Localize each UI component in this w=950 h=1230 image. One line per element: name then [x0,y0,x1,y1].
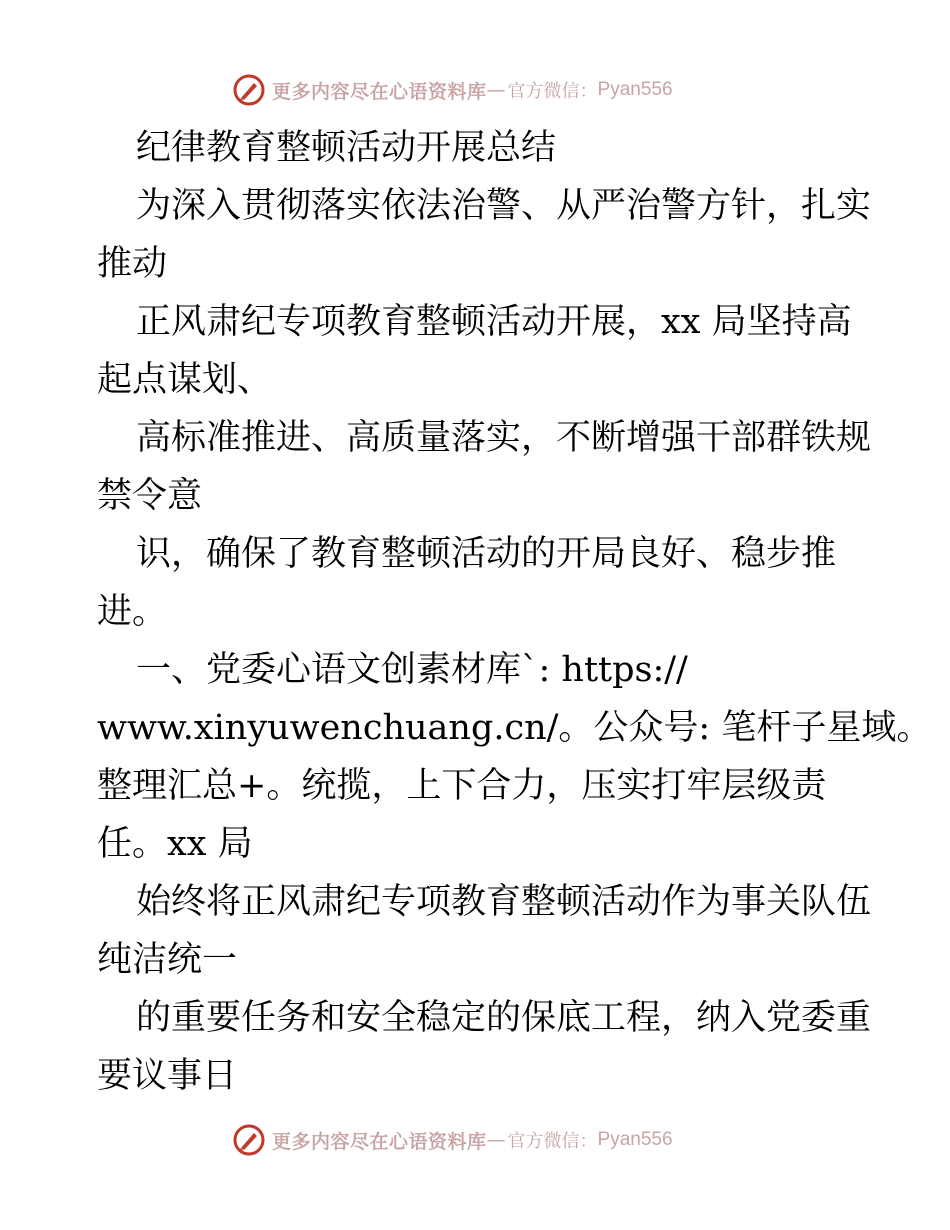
banner-main-text: 更多内容尽在心语资料库 [272,1130,487,1153]
paragraph-line: 识，确保了教育整顿活动的开局良好、稳步推 [136,534,837,574]
banner-separator: — [486,1129,506,1151]
paragraph-line: 纯洁统一 [97,940,238,980]
paragraph-line: www.xinyuwenchuang.cn/。公众号: 笔杆子星域。 [97,708,932,748]
paragraph-line: 起点谋划、 [97,360,273,400]
paragraph-line: 高标准推进、高质量落实，不断增强干部群铁规 [136,418,872,458]
pen-logo-icon [232,1123,266,1157]
footer-banner [232,1122,673,1158]
banner-main-text: 更多内容尽在心语资料库 [272,80,487,103]
paragraph-line: 推动 [97,244,168,284]
doc-title: 纪律教育整顿活动开展总结 [136,128,557,168]
paragraph-line: 正风肃纪专项教育整顿活动开展，xx 局坚持高 [136,302,852,342]
banner-wechat-label: 官方微信： [507,81,598,102]
paragraph-line: 禁令意 [97,476,203,516]
banner-separator: — [486,79,506,101]
section-heading: 一、党委心语文创素材库`: https:// [136,650,688,690]
banner-wechat-id: Pyan556 [597,79,673,100]
paragraph-line: 始终将正风肃纪专项教育整顿活动作为事关队伍 [136,882,872,922]
paragraph-line: 整理汇总+。统揽，上下合力，压实打牢层级责 [97,766,827,806]
paragraph-line: 进。 [97,592,168,632]
header-banner [232,72,673,108]
paragraph-line: 任。xx 局 [97,824,253,864]
pen-logo-icon [232,73,266,107]
paragraph-line: 的重要任务和安全稳定的保底工程，纳入党委重 [136,998,872,1038]
paragraph-line: 为深入贯彻落实依法治警、从严治警方针，扎实 [136,186,872,226]
paragraph-line: 要议事日 [97,1056,238,1096]
banner-wechat-label: 官方微信： [507,1131,598,1152]
banner-wechat-id: Pyan556 [597,1129,673,1150]
